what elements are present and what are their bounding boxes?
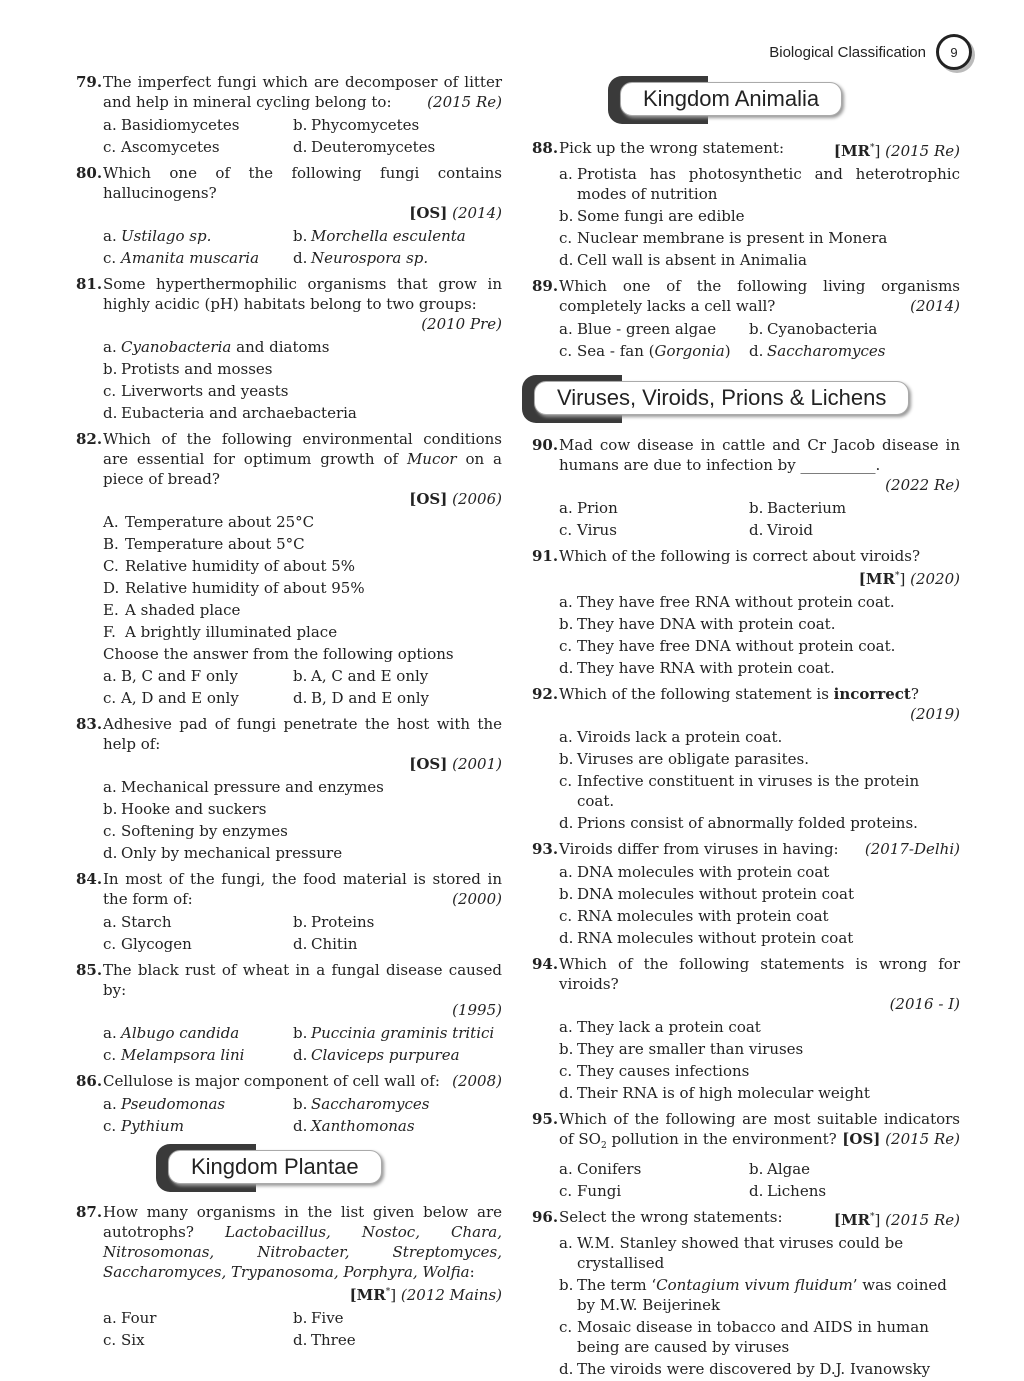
options <box>532 319 960 361</box>
question-84 <box>76 869 502 909</box>
option-d: d. B, D and E only <box>293 689 430 707</box>
question-text: In most of the fungi, the food material is stored in the form of: <box>103 870 502 908</box>
question-tag: [OS] <box>409 204 448 222</box>
option-c: c. They causes infections <box>559 1062 750 1080</box>
question-text: How many organisms in the list given below are autotrophs? <box>103 1203 502 1241</box>
question-number: 80. <box>76 164 103 182</box>
question-94 <box>532 954 960 1014</box>
question-text: Which one of the following fungi contains hallucinogens? <box>103 164 502 202</box>
option-c: c. Nuclear membrane is present in Monera <box>559 229 888 247</box>
question-text: Select the wrong statements: <box>559 1208 783 1226</box>
question-number: 86. <box>76 1072 103 1090</box>
option-b: b. Saccharomyces <box>293 1095 430 1113</box>
choose-instruction: Choose the answer from the following options <box>103 645 454 663</box>
question-number: 81. <box>76 275 103 293</box>
option-d: d. Viroid <box>749 521 813 539</box>
question-year: (2015 Re) <box>427 93 502 111</box>
statement-e: E. A shaded place <box>103 601 241 619</box>
option-d: d. Deuteromycetes <box>293 138 436 156</box>
question-text: The imperfect fungi which are decomposer of litter and help in mineral cycling belong to: <box>103 73 502 111</box>
question-year: (2001) <box>452 755 502 773</box>
question-88: 88. Pick up the wrong statement: [MR*] (2015 Re) <box>532 139 960 160</box>
option-d: d. Three <box>293 1331 356 1349</box>
question-year: (2006) <box>452 490 502 508</box>
question-number: 87. <box>76 1203 103 1221</box>
question-95: 95. Which of the following are most suitable indicators of $SO_2$ pollution in the environment? [OS] (2015 Re) <box>532 1109 960 1156</box>
option-b: b. Some fungi are edible <box>559 207 745 225</box>
option-b: b. Hooke and suckers <box>103 800 267 818</box>
option-d: d. Xanthomonas <box>293 1117 415 1135</box>
option-c: c. Glycogen <box>103 935 192 953</box>
question-text: Pick up the wrong statement: <box>559 139 784 157</box>
section-heading-viruses <box>522 375 960 423</box>
page-number: 9 <box>936 34 972 70</box>
question-number: 91. <box>532 547 559 565</box>
question-text: Which of the following is correct about viroids? <box>559 547 921 565</box>
option-d: d. Only by mechanical pressure <box>103 844 343 862</box>
option-c: c. Fungi <box>559 1182 622 1200</box>
statement-f: F. A brightly illuminated place <box>103 623 338 641</box>
option-d: d. Chitin <box>293 935 358 953</box>
option-b: b. The term ‘Contagium vivum fluidum’ was coined by M.W. Beijerinek <box>559 1276 947 1314</box>
question-tag: [OS] <box>409 490 448 508</box>
question-82: 82. Which of the following environmental conditions are essential for optimum growth of Mucor on a piece of bread? [OS] (2006) <box>76 430 502 508</box>
question-text: Which of the following environmental conditions are essential for optimum growth of <box>103 430 502 468</box>
question-text: Which one of the following living organisms completely lacks a cell wall? <box>559 277 960 315</box>
option-a: a. W.M. Stanley showed that viruses could be crystallised <box>559 1234 904 1272</box>
options <box>532 1017 960 1103</box>
question-year: (2015 Re) <box>885 142 960 160</box>
option-a: a. Ustilago sp. <box>103 227 212 245</box>
option-c: c. Ascomycetes <box>103 138 220 156</box>
option-a: a. They have free RNA without protein coat. <box>559 593 895 611</box>
question-year: (2015 Re) <box>885 1130 960 1148</box>
question-96: 96. Select the wrong statements: [MR*] (2015 Re) <box>532 1208 960 1229</box>
option-d: d. Cell wall is absent in Animalia <box>559 251 807 269</box>
options <box>532 727 960 833</box>
question-number: 96. <box>532 1208 559 1226</box>
option-d: d. They have RNA with protein coat. <box>559 659 835 677</box>
option-a: a. Viroids lack a protein coat. <box>559 728 783 746</box>
option-a: a. Four <box>103 1309 157 1327</box>
option-d: d. Claviceps purpurea <box>293 1046 460 1064</box>
option-c: c. Six <box>103 1331 145 1349</box>
left-column <box>76 72 502 1352</box>
option-b: b. Phycomycetes <box>293 116 420 134</box>
options <box>76 912 502 954</box>
question-number: 85. <box>76 961 103 979</box>
question-number: 94. <box>532 955 559 973</box>
options <box>76 1094 502 1136</box>
option-c: c. A, D and E only <box>103 689 239 707</box>
option-a: a. Blue - green algae <box>559 320 717 338</box>
option-b: b. Five <box>293 1309 344 1327</box>
option-b: b. They are smaller than viruses <box>559 1040 804 1058</box>
statement-d: D. Relative humidity of about 95% <box>103 579 365 597</box>
option-a: a. Prion <box>559 499 618 517</box>
question-year: (2008) <box>452 1072 502 1090</box>
option-a: a. DNA molecules with protein coat <box>559 863 830 881</box>
question-year: (2014) <box>452 204 502 222</box>
question-number: 95. <box>532 1110 559 1128</box>
option-d: d. The viroids were discovered by D.J. Ivanowsky <box>559 1360 931 1378</box>
options <box>76 226 502 268</box>
question-85 <box>76 960 502 1020</box>
option-b: b. They have DNA with protein coat. <box>559 615 836 633</box>
option-b: b. Morchella esculenta <box>293 227 466 245</box>
options <box>532 592 960 678</box>
question-year: (2014) <box>910 297 960 315</box>
option-a: a. They lack a protein coat <box>559 1018 761 1036</box>
organism-list: Lactobacillus, Nostoc, Chara, Nitrosomonas, Nitrobacter, Streptomyces, Saccharomyces, Trypanosoma, Porphyra, Wolfia <box>103 1223 502 1281</box>
option-a: a. Cyanobacteria and diatoms <box>103 338 330 356</box>
question-year: (2000) <box>452 890 502 908</box>
question-text: The black rust of wheat in a fungal disease caused by: <box>103 961 502 999</box>
question-number: 93. <box>532 840 559 858</box>
section-heading-animalia <box>608 76 960 124</box>
option-c: c. Mosaic disease in tobacco and AIDS in human being are caused by viruses <box>559 1318 929 1356</box>
question-90 <box>532 435 960 495</box>
option-c: c. Pythium <box>103 1117 184 1135</box>
page-header <box>769 34 972 70</box>
option-a: a. Conifers <box>559 1160 642 1178</box>
question-tag: [OS] <box>409 755 448 773</box>
option-d: d. Eubacteria and archaebacteria <box>103 404 357 422</box>
question-text: Mad cow disease in cattle and Cr Jacob disease in humans are due to infection by __________. <box>559 436 960 474</box>
question-text: Which of the following are most suitable indicators of SO <box>559 1110 960 1148</box>
option-b: b. A, C and E only <box>293 667 429 685</box>
question-year: (2020) <box>910 570 960 588</box>
question-text: Viroids differ from viruses in having: <box>559 840 839 858</box>
option-d: d. Prions consist of abnormally folded proteins. <box>559 814 918 832</box>
right-column <box>532 76 960 1381</box>
option-c: c. RNA molecules with protein coat <box>559 907 829 925</box>
section-title: Kingdom Animalia <box>620 82 842 116</box>
question-89 <box>532 276 960 316</box>
options <box>532 1159 960 1201</box>
question-year: (1995) <box>452 1001 502 1019</box>
question-year: (2019) <box>910 705 960 723</box>
question-year: (2012 Mains) <box>400 1286 502 1304</box>
option-c: c. Infective constituent in viruses is the protein coat. <box>559 772 920 810</box>
question-year: (2016 - I) <box>889 995 960 1013</box>
option-a: a. Albugo candida <box>103 1024 240 1042</box>
question-number: 88. <box>532 139 559 157</box>
question-93 <box>532 839 960 859</box>
option-b: b. Cyanobacteria <box>749 320 878 338</box>
question-87: 87. How many organisms in the list given below are autotrophs? Lactobacillus, Nostoc, Chara, Nitrosomonas, Nitrobacter, Streptomyces, Saccharomyces, Trypanosoma, Porphyra, Wolfia: [MR*] (2012 Mains) <box>76 1203 502 1304</box>
options <box>76 1023 502 1065</box>
option-d: d. Lichens <box>749 1182 827 1200</box>
question-number: 89. <box>532 277 559 295</box>
option-c: c. Softening by enzymes <box>103 822 288 840</box>
options <box>76 1308 502 1350</box>
question-number: 79. <box>76 73 103 91</box>
option-c: c. Melampsora lini <box>103 1046 245 1064</box>
question-number: 82. <box>76 430 103 448</box>
options <box>76 115 502 157</box>
option-b: b. Puccinia graminis tritici <box>293 1024 495 1042</box>
option-a: a. B, C and F only <box>103 667 238 685</box>
question-text: Some hyperthermophilic organisms that grow in highly acidic (pH) habitats belong to two groups: <box>103 275 502 313</box>
question-year: (2015 Re) <box>885 1211 960 1229</box>
question-83 <box>76 714 502 774</box>
question-92: 92. Which of the following statement is incorrect? (2019) <box>532 685 960 723</box>
statement-b: B. Temperature about 5°C <box>103 535 305 553</box>
question-91: 91. Which of the following is correct about viroids? [MR*] (2020) <box>532 547 960 588</box>
statement-c: C. Relative humidity of about 5% <box>103 557 356 575</box>
option-d: d. RNA molecules without protein coat <box>559 929 854 947</box>
option-b: b. Protists and mosses <box>103 360 273 378</box>
option-c: c. They have free DNA without protein coat. <box>559 637 896 655</box>
option-b: b. Bacterium <box>749 499 847 517</box>
question-80 <box>76 163 502 223</box>
section-title: Kingdom Plantae <box>168 1150 382 1184</box>
option-c: c. Liverworts and yeasts <box>103 382 289 400</box>
question-number: 90. <box>532 436 559 454</box>
question-81 <box>76 274 502 334</box>
question-year: (2022 Re) <box>885 476 960 494</box>
option-d: d. Saccharomyces <box>749 342 886 360</box>
question-79 <box>76 72 502 112</box>
statements <box>76 512 502 708</box>
statement-a: A. Temperature about 25°C <box>103 513 315 531</box>
option-a: a. Basidiomycetes <box>103 116 240 134</box>
options <box>532 164 960 270</box>
question-number: 92. <box>532 685 559 703</box>
option-d: d. Their RNA is of high molecular weight <box>559 1084 870 1102</box>
options <box>532 498 960 540</box>
question-year: (2017-Delhi) <box>864 840 960 858</box>
option-a: a. Pseudomonas <box>103 1095 226 1113</box>
options <box>76 777 502 863</box>
option-c: c. Amanita muscaria <box>103 249 260 267</box>
section-heading-plantae <box>156 1144 502 1192</box>
option-b: b. Viruses are obligate parasites. <box>559 750 809 768</box>
option-a: a. Protista has photosynthetic and heterotrophic modes of nutrition <box>559 165 960 203</box>
chapter-title: Biological Classification <box>769 43 926 61</box>
option-c: c. Virus <box>559 521 617 539</box>
option-a: a. Starch <box>103 913 172 931</box>
option-d: d. Neurospora sp. <box>293 249 429 267</box>
option-c: c. Sea - fan (Gorgonia) <box>559 342 731 360</box>
question-text: Which of the following statement is <box>559 685 834 703</box>
options <box>532 1233 960 1379</box>
section-title: Viruses, Viroids, Prions & Lichens <box>534 381 909 415</box>
question-text: Which of the following statements is wrong for viroids? <box>559 955 960 993</box>
question-86 <box>76 1071 502 1091</box>
option-b: b. DNA molecules without protein coat <box>559 885 855 903</box>
option-a: a. Mechanical pressure and enzymes <box>103 778 384 796</box>
question-text: Cellulose is major component of cell wall of: <box>103 1072 440 1090</box>
options <box>76 337 502 423</box>
options <box>532 862 960 948</box>
question-number: 83. <box>76 715 103 733</box>
option-b: b. Proteins <box>293 913 375 931</box>
option-b: b. Algae <box>749 1160 811 1178</box>
question-number: 84. <box>76 870 103 888</box>
question-year: (2010 Pre) <box>421 315 502 333</box>
question-text: Adhesive pad of fungi penetrate the host with the help of: <box>103 715 502 753</box>
